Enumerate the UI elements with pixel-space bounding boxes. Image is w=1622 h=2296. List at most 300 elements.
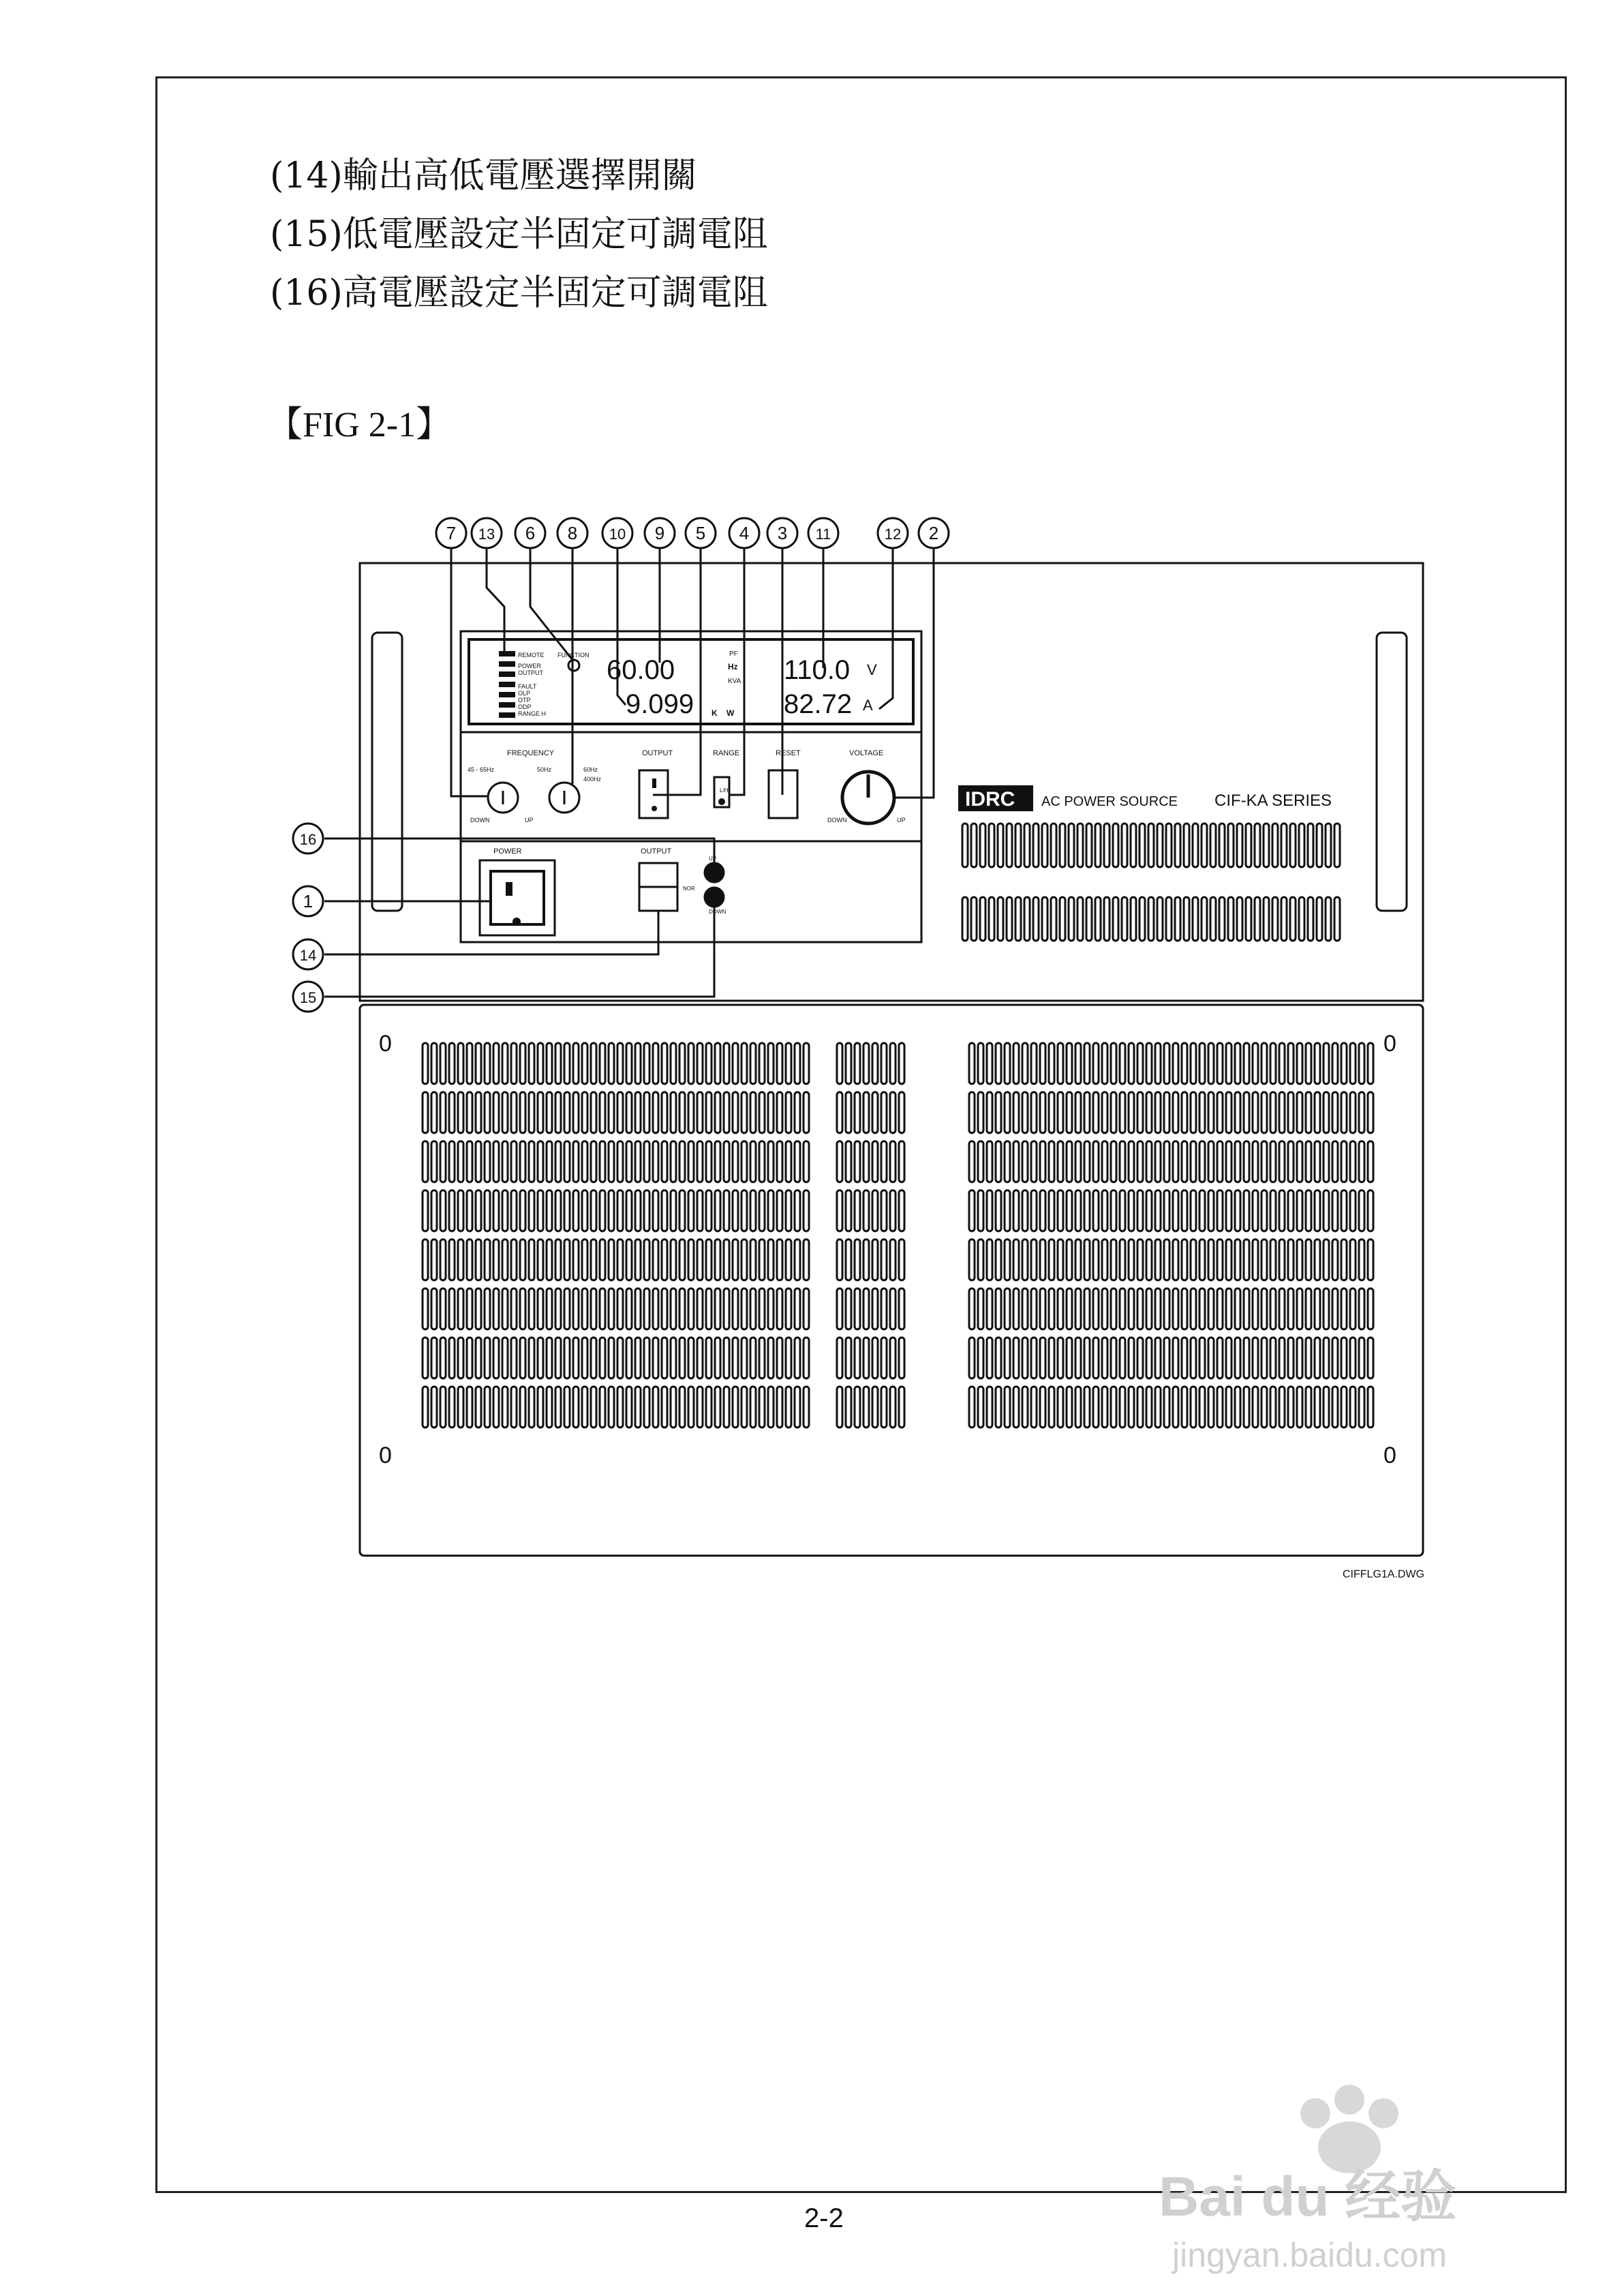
vent-slot <box>1137 1141 1143 1182</box>
vent-slot <box>1308 824 1313 867</box>
vent-slot <box>1350 1338 1356 1378</box>
vent-slot <box>1191 1092 1196 1133</box>
vent-slot <box>1042 824 1047 867</box>
vent-slot <box>890 1288 896 1329</box>
vent-slot <box>872 1043 878 1084</box>
vent-slot <box>1332 1043 1338 1084</box>
vent-slot <box>724 1190 729 1231</box>
vent-slot <box>1217 1190 1223 1231</box>
vent-slot <box>591 1043 596 1084</box>
vent-slot <box>1058 1338 1063 1378</box>
vent-slot <box>591 1141 596 1182</box>
vent-slot <box>626 1190 632 1231</box>
vent-slot <box>1129 1239 1134 1280</box>
vent-slot <box>1208 1387 1214 1428</box>
vent-slot <box>1031 1288 1037 1329</box>
vent-slot <box>617 1288 623 1329</box>
vent-slot <box>706 1043 711 1084</box>
vent-slot <box>863 1387 869 1428</box>
vent-slot <box>1208 1092 1214 1133</box>
vent-slot <box>1317 897 1322 941</box>
vent-slot <box>1308 897 1313 941</box>
vent-slot <box>467 1288 472 1329</box>
vent-slot <box>777 1092 782 1133</box>
vent-slot <box>1253 1239 1258 1280</box>
vent-slot <box>1270 1043 1276 1084</box>
vent-slot <box>1235 1239 1240 1280</box>
vent-slot <box>872 1239 878 1280</box>
freq-400-label: 400Hz <box>583 776 602 783</box>
vent-slot <box>768 1387 774 1428</box>
vent-slot <box>1297 1141 1302 1182</box>
freq-60-label: 60Hz <box>583 766 598 773</box>
vent-slot <box>547 1092 552 1133</box>
high-voltage-trimmer[interactable] <box>705 863 724 882</box>
vent-slot <box>467 1190 472 1231</box>
vent-slot <box>1208 1190 1214 1231</box>
control-panel <box>461 631 921 942</box>
callout-16: 16 <box>299 831 317 848</box>
vent-slot <box>978 1387 983 1428</box>
vent-slot <box>1164 1043 1169 1084</box>
vent-slot <box>1359 1239 1364 1280</box>
vent-slot <box>564 1092 570 1133</box>
vent-slot <box>1235 1092 1240 1133</box>
vent-slot <box>899 1092 904 1133</box>
vent-slot <box>1120 1141 1125 1182</box>
vent-slot <box>476 1190 481 1231</box>
vent-slot <box>1332 1288 1338 1329</box>
vent-slot <box>855 1092 860 1133</box>
vent-slot <box>1013 1239 1019 1280</box>
vent-slot <box>467 1387 472 1428</box>
vent-slot <box>573 1387 579 1428</box>
vent-slot <box>998 824 1003 867</box>
vent-slot <box>1131 824 1136 867</box>
vent-slot <box>1102 1288 1107 1329</box>
vent-slot <box>1297 1043 1302 1084</box>
vent-slot <box>1219 824 1225 867</box>
vent-slot <box>502 1092 508 1133</box>
vent-slot <box>529 1338 534 1378</box>
vent-slot <box>1191 1338 1196 1378</box>
vent-slot <box>1261 1288 1267 1329</box>
vent-slot <box>1306 1141 1311 1182</box>
vent-slot <box>1005 1190 1010 1231</box>
vent-slot <box>715 1239 720 1280</box>
vent-slot <box>741 1338 747 1378</box>
vent-slot <box>846 1338 851 1378</box>
vent-slot <box>1315 1043 1320 1084</box>
vent-slot <box>786 1288 791 1329</box>
vent-slot <box>449 1338 455 1378</box>
vent-slot <box>890 1141 896 1182</box>
vent-slot <box>476 1141 481 1182</box>
vent-slot <box>688 1387 694 1428</box>
range-sub-label: L/H <box>720 787 729 794</box>
vent-slot <box>1166 897 1172 941</box>
vent-slot <box>1146 1239 1152 1280</box>
vent-slot <box>759 1092 765 1133</box>
vent-slot <box>1137 1043 1143 1084</box>
vent-slot <box>804 1190 809 1231</box>
vent-slot <box>1191 1141 1196 1182</box>
vent-slot <box>529 1141 534 1182</box>
vent-slot <box>978 1338 983 1378</box>
vent-slot <box>1208 1239 1214 1280</box>
vent-slot <box>1022 1239 1028 1280</box>
vent-slot <box>1244 1043 1249 1084</box>
vent-slot <box>1199 1190 1205 1231</box>
vent-slot <box>1281 824 1287 867</box>
vent-slot <box>846 1190 851 1231</box>
vent-slot <box>547 1043 552 1084</box>
vent-slot <box>969 1288 975 1329</box>
vent-slot <box>582 1239 587 1280</box>
vent-slot <box>724 1288 729 1329</box>
vent-slot <box>662 1043 667 1084</box>
vent-slot <box>1359 1190 1364 1231</box>
vent-slot <box>863 1190 869 1231</box>
unit-kva: KVA <box>728 678 741 685</box>
vent-slot <box>1226 1043 1231 1084</box>
vent-slot <box>846 1092 851 1133</box>
vent-slot <box>1341 1092 1347 1133</box>
vent-slot <box>502 1239 508 1280</box>
vent-slot <box>795 1338 800 1378</box>
vent-slot <box>1368 1190 1373 1231</box>
vent-slot <box>1005 1141 1010 1182</box>
vent-slot <box>1031 1092 1037 1133</box>
vent-slot <box>1129 1387 1134 1428</box>
vent-slot <box>1058 1387 1063 1428</box>
vent-slot <box>662 1288 667 1329</box>
mount-hole-bottom-right: 0 <box>1383 1442 1396 1468</box>
vent-slot <box>502 1190 508 1231</box>
vent-slot <box>440 1239 446 1280</box>
vent-slot <box>688 1338 694 1378</box>
vent-slot <box>768 1288 774 1329</box>
vent-slot <box>837 1190 842 1231</box>
vent-slot <box>987 1288 992 1329</box>
vent-slot <box>1093 1338 1099 1378</box>
vent-slot <box>1137 1239 1143 1280</box>
vent-slot <box>1111 1043 1116 1084</box>
frequency-readout: 60.00 <box>607 655 675 685</box>
vent-slot <box>1281 897 1287 941</box>
vent-slot <box>1323 1239 1329 1280</box>
vent-slot <box>1040 1288 1045 1329</box>
vent-slot <box>582 1141 587 1182</box>
vent-slot <box>1129 1338 1134 1378</box>
vent-slot <box>679 1092 685 1133</box>
vent-slot <box>609 1092 614 1133</box>
vent-slot <box>538 1190 543 1231</box>
vent-slot <box>863 1141 869 1182</box>
vent-slot <box>520 1338 525 1378</box>
vent-slot <box>1084 1092 1090 1133</box>
vent-slot <box>1022 1338 1028 1378</box>
vent-slot <box>1202 824 1207 867</box>
vent-slot <box>1075 1239 1081 1280</box>
vent-slot <box>671 1190 676 1231</box>
drawing-file-label: CIFFLG1A.DWG <box>1343 1569 1425 1580</box>
vent-slot <box>529 1043 534 1084</box>
vent-slot <box>863 1288 869 1329</box>
vent-slot <box>741 1239 747 1280</box>
vent-slot <box>1182 1338 1187 1378</box>
vent-slot <box>1129 1043 1134 1084</box>
vent-slot <box>1244 1141 1249 1182</box>
vent-slot <box>837 1141 842 1182</box>
vent-slot <box>1191 1387 1196 1428</box>
vent-slot <box>750 1387 756 1428</box>
vent-slot <box>529 1190 534 1231</box>
vent-slot <box>1157 824 1163 867</box>
vent-slot <box>872 1288 878 1329</box>
vent-slot <box>671 1338 676 1378</box>
vent-slot <box>662 1141 667 1182</box>
vent-slot <box>741 1387 747 1428</box>
function-button[interactable] <box>568 660 579 671</box>
vent-slot <box>591 1288 596 1329</box>
vent-slot <box>493 1338 499 1378</box>
vent-slot <box>1226 1190 1231 1231</box>
vent-slot <box>1246 824 1251 867</box>
vent-slot <box>1244 1288 1249 1329</box>
vent-slot <box>644 1043 649 1084</box>
vent-slot <box>573 1190 579 1231</box>
vent-slot <box>555 1043 561 1084</box>
vent-slot <box>1368 1387 1373 1428</box>
vent-slot <box>1049 1190 1054 1231</box>
vent-slot <box>996 1190 1001 1231</box>
vent-slot <box>1235 1043 1240 1084</box>
vent-slot <box>750 1141 756 1182</box>
vent-slot <box>511 1387 517 1428</box>
vent-slot <box>493 1387 499 1428</box>
vent-slot <box>635 1092 641 1133</box>
vent-slot <box>467 1338 472 1378</box>
vent-slot <box>1237 824 1242 867</box>
vent-slot <box>1058 1043 1063 1084</box>
vent-slot <box>1022 1288 1028 1329</box>
vent-slot <box>1279 1141 1285 1182</box>
vent-slot <box>1067 1141 1072 1182</box>
upper-vents <box>962 824 1340 941</box>
vent-slot <box>1031 1043 1037 1084</box>
vent-slot <box>890 1239 896 1280</box>
vent-slot <box>1102 1239 1107 1280</box>
vent-slot <box>1067 1092 1072 1133</box>
vent-slot <box>1155 1338 1161 1378</box>
vent-slot <box>1015 897 1021 941</box>
vent-slot <box>706 1338 711 1378</box>
list-item-15: (15)低電壓設定半固定可調電阻 <box>270 214 768 255</box>
vent-slot <box>485 1338 490 1378</box>
vent-slot <box>1299 824 1304 867</box>
vent-slot <box>777 1288 782 1329</box>
vent-slot <box>846 1288 851 1329</box>
vent-slot <box>978 1043 983 1084</box>
vent-slot <box>600 1141 605 1182</box>
vent-slot <box>449 1043 455 1084</box>
output-switch-label: OUTPUT <box>642 749 673 757</box>
vent-slot <box>502 1043 508 1084</box>
vent-slot <box>1024 824 1030 867</box>
vent-slot <box>996 1141 1001 1182</box>
vent-slot <box>1182 1387 1187 1428</box>
vent-slot <box>431 1190 437 1231</box>
vent-slot <box>786 1043 791 1084</box>
vent-slot <box>1111 1092 1116 1133</box>
vent-slot <box>1148 897 1154 941</box>
vent-slot <box>458 1092 463 1133</box>
vent-slot <box>1129 1092 1134 1133</box>
vent-slot <box>1157 897 1163 941</box>
vent-slot <box>1155 1043 1161 1084</box>
vent-slot <box>795 1387 800 1428</box>
vent-slot <box>855 1190 860 1231</box>
vent-slot <box>1297 1338 1302 1378</box>
vent-slot <box>1368 1288 1373 1329</box>
vent-slot <box>1086 897 1092 941</box>
vent-slot <box>1341 1043 1347 1084</box>
vent-slot <box>1095 897 1101 941</box>
vent-slot <box>1015 824 1021 867</box>
vent-slot <box>1173 1043 1178 1084</box>
vent-slot <box>1164 1338 1169 1378</box>
vent-slot <box>969 1239 975 1280</box>
series-label: CIF-KA SERIES <box>1214 791 1332 810</box>
vent-slot <box>679 1288 685 1329</box>
vent-slot <box>768 1190 774 1231</box>
vent-slot <box>582 1288 587 1329</box>
vent-slot <box>547 1141 552 1182</box>
vent-slot <box>1270 1387 1276 1428</box>
vent-slot <box>750 1288 756 1329</box>
vent-slot <box>679 1141 685 1182</box>
vent-slot <box>1139 824 1145 867</box>
vent-slot <box>617 1141 623 1182</box>
vent-slot <box>644 1092 649 1133</box>
callout-8: 8 <box>567 523 578 543</box>
vent-slot <box>971 897 977 941</box>
vent-slot <box>582 1092 587 1133</box>
vent-slot <box>573 1043 579 1084</box>
vent-slot <box>1270 1190 1276 1231</box>
vent-slot <box>1084 1387 1090 1428</box>
vent-slot <box>440 1338 446 1378</box>
vent-slot <box>969 1190 975 1231</box>
vent-slot <box>1111 1338 1116 1378</box>
power-readout: 9.099 <box>626 689 694 719</box>
vent-slot <box>573 1239 579 1280</box>
vent-slot <box>715 1043 720 1084</box>
vent-slot <box>600 1387 605 1428</box>
vent-slot <box>431 1043 437 1084</box>
vent-slot <box>786 1092 791 1133</box>
vent-slot <box>1155 1141 1161 1182</box>
status-otp: OTP <box>518 697 531 704</box>
vent-slot <box>969 1092 975 1133</box>
vent-slot <box>804 1141 809 1182</box>
vent-slot <box>1193 824 1198 867</box>
vent-slot <box>564 1387 570 1428</box>
vent-slot <box>600 1190 605 1231</box>
vent-slot <box>626 1338 632 1378</box>
vent-slot <box>697 1190 703 1231</box>
right-handle <box>1377 633 1407 911</box>
vent-slot <box>1166 824 1172 867</box>
vent-slot <box>804 1288 809 1329</box>
vent-slot <box>1173 1092 1178 1133</box>
low-voltage-trimmer[interactable] <box>705 888 724 907</box>
vent-slot <box>1182 1190 1187 1231</box>
vent-slot <box>1270 1141 1276 1182</box>
vent-slot <box>1005 1288 1010 1329</box>
vent-slot <box>1182 1288 1187 1329</box>
vent-slot <box>688 1141 694 1182</box>
vent-slot <box>573 1288 579 1329</box>
vent-slot <box>978 1288 983 1329</box>
vent-slot <box>996 1092 1001 1133</box>
vent-slot <box>1199 1288 1205 1329</box>
vent-slot <box>715 1190 720 1231</box>
vent-slot <box>706 1190 711 1231</box>
vent-slot <box>1067 1190 1072 1231</box>
baidu-watermark <box>1145 2059 1554 2284</box>
vent-slot <box>1184 897 1189 941</box>
vent-slot <box>440 1092 446 1133</box>
vent-slot <box>431 1387 437 1428</box>
vent-slot <box>706 1092 711 1133</box>
vent-slot <box>626 1288 632 1329</box>
vent-slot <box>1350 1387 1356 1428</box>
vent-slot <box>564 1190 570 1231</box>
vent-slot <box>431 1288 437 1329</box>
vent-slot <box>1228 824 1234 867</box>
vent-slot <box>600 1338 605 1378</box>
vent-slot <box>1199 1338 1205 1378</box>
vent-slot <box>1315 1141 1320 1182</box>
output-select-label: OUTPUT <box>641 847 672 856</box>
vent-slot <box>872 1190 878 1231</box>
vent-slot <box>1261 1043 1267 1084</box>
vent-slot <box>1077 824 1083 867</box>
vent-slot <box>1270 1092 1276 1133</box>
vent-slot <box>890 1190 896 1231</box>
vent-slot <box>1075 1141 1081 1182</box>
vent-slot <box>440 1141 446 1182</box>
vent-slot <box>1359 1338 1364 1378</box>
vent-slot <box>750 1190 756 1231</box>
vent-slot <box>1217 1043 1223 1084</box>
callout-13: 13 <box>478 526 495 543</box>
vent-slot <box>872 1338 878 1378</box>
vent-slot <box>582 1190 587 1231</box>
vent-slot <box>881 1092 887 1133</box>
callout-3: 3 <box>777 523 788 543</box>
vent-slot <box>1368 1043 1373 1084</box>
vent-slot <box>1102 1190 1107 1231</box>
vent-slot <box>750 1092 756 1133</box>
vent-slot <box>1191 1288 1196 1329</box>
vent-slot <box>1075 1043 1081 1084</box>
vent-slot <box>1102 1141 1107 1182</box>
vent-slot <box>1146 1288 1152 1329</box>
vent-slot <box>1226 1141 1231 1182</box>
